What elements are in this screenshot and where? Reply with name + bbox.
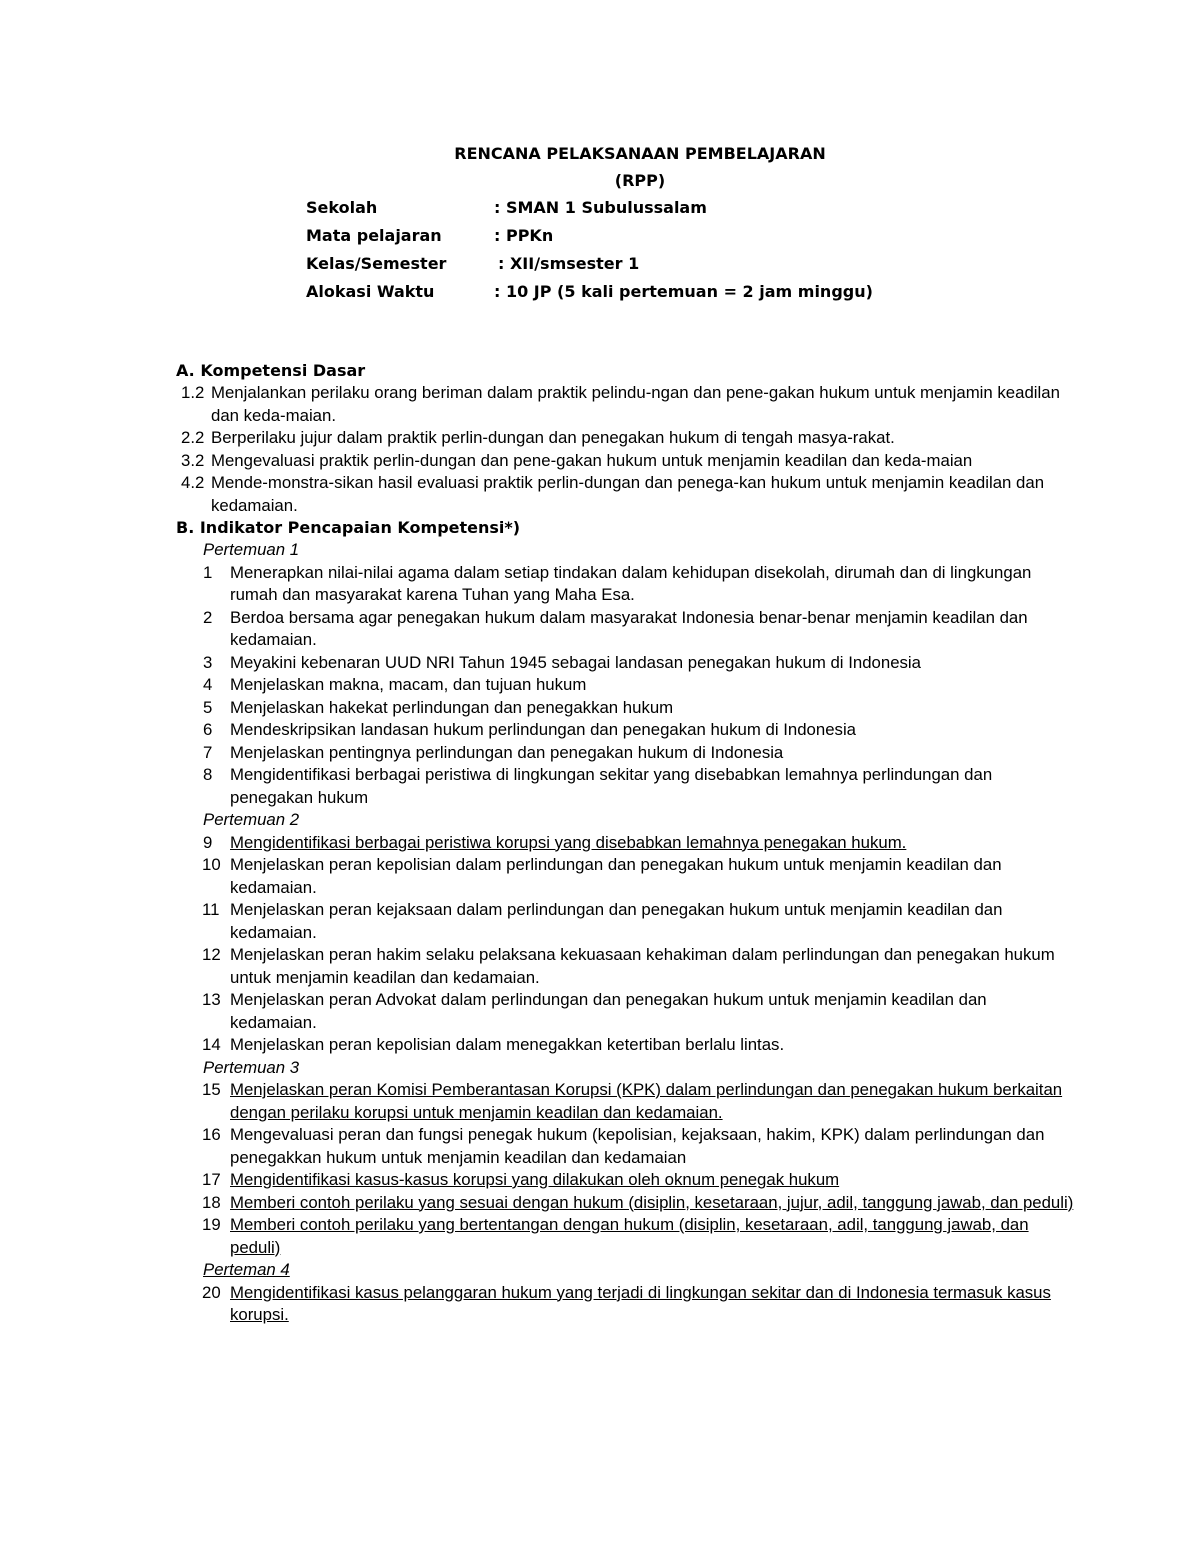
indicator-text: Menjelaskan peran Advokat dalam perlindungan dan penegakan hukum untuk menjamin keadilan dan kedamaian. bbox=[230, 990, 987, 1032]
indicator-item bbox=[203, 1169, 1076, 1192]
indicator-number: 20 bbox=[202, 1282, 221, 1302]
competency-item bbox=[176, 382, 1076, 427]
indicator-text: Memberi contoh perilaku yang bertentangan dengan hukum (disiplin, kesetaraan, adil, tanggung jawab, dan peduli) bbox=[230, 1215, 1029, 1257]
indicator-item bbox=[203, 989, 1076, 1034]
indicator-number: 8 bbox=[203, 765, 213, 784]
meeting-label: Pertemuan 1 bbox=[203, 540, 300, 559]
meeting-label: Pertemuan 2 bbox=[203, 810, 300, 829]
indicator-text: Menjelaskan peran kejaksaan dalam perlindungan dan penegakan hukum untuk menjamin keadilan dan kedamaian. bbox=[230, 900, 1003, 942]
identity-label: Kelas/Semester bbox=[306, 254, 447, 273]
indicator-item bbox=[203, 854, 1076, 899]
indicator-text: Mengidentifikasi kasus pelanggaran hukum yang terjadi di lingkungan sekitar dan di Indonesia termasuk kasus korupsi. bbox=[230, 1282, 1051, 1324]
indicator-number: 3 bbox=[203, 652, 213, 672]
indicator-number: 7 bbox=[203, 742, 213, 762]
document-body bbox=[176, 360, 1076, 1327]
indicator-item bbox=[203, 719, 1076, 742]
competency-number: 4.2 bbox=[181, 473, 205, 492]
competency-number: 1.2 bbox=[181, 383, 205, 402]
indicator-number: 13 bbox=[202, 990, 221, 1009]
competency-text: Mengevaluasi praktik perlin-dungan dan pene-gakan hukum untuk menjamin keadilan dan keda-maian bbox=[211, 450, 973, 470]
competency-item bbox=[176, 472, 1076, 517]
indicator-number: 19 bbox=[202, 1215, 221, 1234]
competency-number: 3.2 bbox=[181, 450, 205, 470]
section-a-heading: A. Kompetensi Dasar bbox=[176, 361, 366, 380]
indicator-item bbox=[203, 607, 1076, 652]
indicator-text: Menjelaskan peran kepolisian dalam menegakkan ketertiban berlalu lintas. bbox=[230, 1035, 785, 1054]
indicator-number: 18 bbox=[202, 1192, 221, 1212]
indicator-number: 15 bbox=[202, 1080, 221, 1099]
indicator-text: Memberi contoh perilaku yang sesuai dengan hukum (disiplin, kesetaraan, jujur, adil, tanggung jawab, dan peduli) bbox=[230, 1192, 1074, 1212]
indicator-text: Mengidentifikasi berbagai peristiwa korupsi yang disebabkan lemahnya penegakan hukum. bbox=[230, 832, 907, 852]
identity-value: : PPKn bbox=[494, 226, 554, 245]
indicator-item bbox=[203, 764, 1076, 809]
competency-text: Berperilaku jujur dalam praktik perlin-dungan dan penegakan hukum di tengah masya-rakat. bbox=[211, 428, 895, 447]
indicator-number: 1 bbox=[203, 562, 213, 582]
indicator-text: Menjelaskan pentingnya perlindungan dan penegakan hukum di Indonesia bbox=[230, 742, 784, 762]
section-b-heading: B. Indikator Pencapaian Kompetensi*) bbox=[176, 518, 521, 537]
indicator-text: Menjelaskan peran Komisi Pemberantasan Korupsi (KPK) dalam perlindungan dan penegakan hukum berkaitan dengan perilaku korupsi untuk menjamin keadilan dan kedamaian. bbox=[230, 1080, 1063, 1122]
indicator-text: Meyakini kebenaran UUD NRI Tahun 1945 sebagai landasan penegakan hukum di Indonesia bbox=[230, 652, 921, 672]
identity-label: Sekolah bbox=[306, 198, 378, 217]
indicator-item bbox=[203, 1079, 1076, 1124]
indicator-text: Menerapkan nilai-nilai agama dalam setiap tindakan dalam kehidupan disekolah, dirumah dan di lingkungan rumah dan masyarakat karena Tuhan yang Maha Esa. bbox=[230, 562, 1032, 604]
indicator-text: Menjelaskan peran kepolisian dalam perlindungan dan penegakan hukum untuk menjamin keadilan dan kedamaian. bbox=[230, 855, 1002, 897]
indicator-item bbox=[203, 742, 1076, 765]
indicator-number: 6 bbox=[203, 720, 213, 739]
document-subtitle: (RPP) bbox=[614, 171, 666, 190]
indicator-text: Menjelaskan hakekat perlindungan dan penegakkan hukum bbox=[230, 697, 674, 717]
indicator-number: 4 bbox=[203, 675, 213, 694]
indicator-item bbox=[203, 899, 1076, 944]
identity-value: : XII/smsester 1 bbox=[498, 254, 640, 273]
indicator-number: 10 bbox=[202, 855, 221, 874]
indicator-number: 5 bbox=[203, 697, 213, 717]
indicator-text: Mendeskripsikan landasan hukum perlindungan dan penegakan hukum di Indonesia bbox=[230, 720, 857, 739]
competency-list bbox=[176, 382, 1076, 517]
indicator-number: 2 bbox=[203, 607, 213, 627]
identity-label: Mata pelajaran bbox=[306, 226, 442, 245]
indicator-text: Menjelaskan peran hakim selaku pelaksana kekuasaan kehakiman dalam perlindungan dan penegakan hukum untuk menjamin keadilan dan kedamaian. bbox=[230, 945, 1055, 987]
competency-text: Mende-monstra-sikan hasil evaluasi praktik perlin-dungan dan penega-kan hukum untuk menjamin keadilan dan kedamaian. bbox=[211, 473, 1045, 515]
meeting-label: Perteman 4 bbox=[203, 1260, 290, 1279]
indicator-text: Mengidentifikasi berbagai peristiwa di lingkungan sekitar yang disebabkan lemahnya perlindungan dan penegakan hukum bbox=[230, 765, 993, 807]
indicator-text: Menjelaskan makna, macam, dan tujuan hukum bbox=[230, 675, 587, 694]
document-title: RENCANA PELAKSANAAN PEMBELAJARAN bbox=[454, 144, 826, 163]
competency-text: Menjalankan perilaku orang beriman dalam praktik pelindu-ngan dan pene-gakan hukum untuk menjamin keadilan dan keda-maian. bbox=[211, 383, 1060, 425]
indicator-number: 14 bbox=[202, 1035, 221, 1054]
indicator-number: 17 bbox=[202, 1170, 221, 1189]
indicator-number: 16 bbox=[202, 1125, 221, 1144]
indicator-item bbox=[203, 1192, 1076, 1215]
indicator-text: Mengevaluasi peran dan fungsi penegak hukum (kepolisian, kejaksaan, hakim, KPK) dalam perlindungan dan penegakkan hukum untuk menjamin keadilan dan kedamaian bbox=[230, 1125, 1045, 1167]
indicator-list bbox=[176, 539, 1076, 1327]
indicator-text: Mengidentifikasi kasus-kasus korupsi yang dilakukan oleh oknum penegak hukum bbox=[230, 1170, 840, 1189]
indicator-text: Berdoa bersama agar penegakan hukum dalam masyarakat Indonesia benar-benar menjamin keadilan dan kedamaian. bbox=[230, 607, 1028, 649]
meeting-label: Pertemuan 3 bbox=[203, 1057, 300, 1077]
identity-value: : 10 JP (5 kali pertemuan = 2 jam minggu) bbox=[494, 282, 873, 301]
indicator-item bbox=[203, 562, 1076, 607]
competency-item bbox=[176, 427, 1076, 450]
indicator-item bbox=[203, 1214, 1076, 1259]
indicator-item bbox=[203, 674, 1076, 697]
identity-label: Alokasi Waktu bbox=[306, 282, 435, 301]
competency-number: 2.2 bbox=[181, 428, 205, 447]
indicator-item bbox=[203, 697, 1076, 720]
indicator-item bbox=[203, 652, 1076, 675]
competency-item bbox=[176, 450, 1076, 473]
indicator-item bbox=[203, 1282, 1076, 1327]
indicator-number: 11 bbox=[202, 900, 220, 919]
indicator-item bbox=[203, 1034, 1076, 1057]
indicator-item bbox=[203, 944, 1076, 989]
indicator-item bbox=[203, 1124, 1076, 1169]
indicator-item bbox=[203, 832, 1076, 855]
indicator-number: 9 bbox=[203, 832, 213, 852]
indicator-number: 12 bbox=[202, 945, 221, 964]
identity-value: : SMAN 1 Subulussalam bbox=[494, 198, 707, 217]
